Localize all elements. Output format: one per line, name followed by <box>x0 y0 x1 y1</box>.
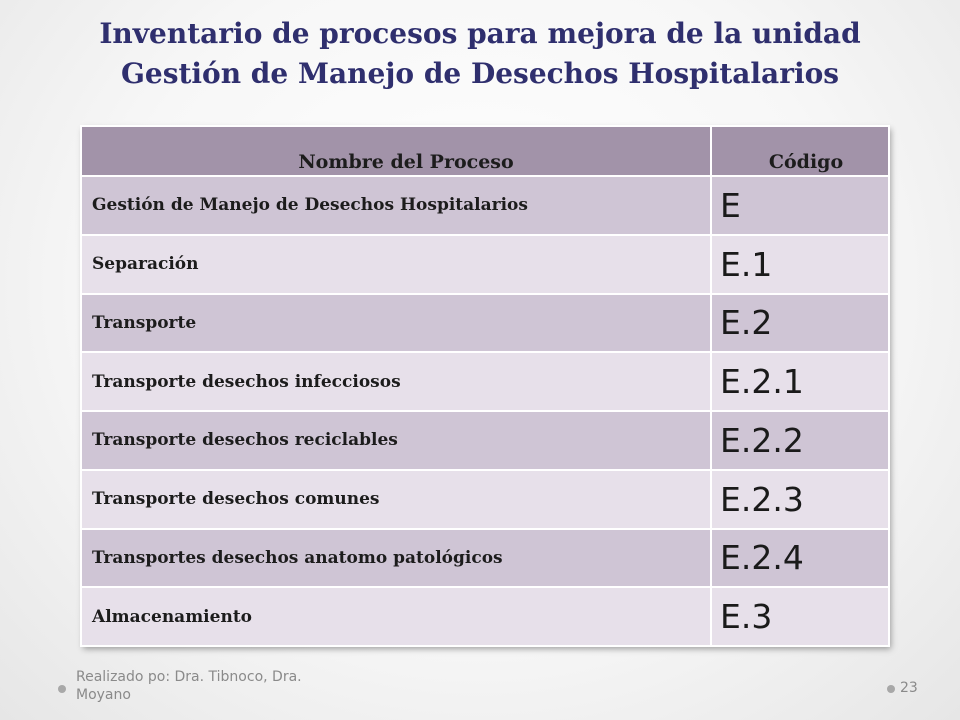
header-code: Código <box>711 126 889 176</box>
footer-left-bullet-icon <box>58 685 66 693</box>
process-table-container <box>80 125 888 645</box>
process-code-cell: E.2 <box>711 294 889 353</box>
process-name-cell: Transporte desechos infecciosos <box>81 352 711 411</box>
process-code-cell: E.2.1 <box>711 352 889 411</box>
process-name-cell: Transporte <box>81 294 711 353</box>
table-row <box>81 470 889 529</box>
process-code-cell: E.1 <box>711 235 889 294</box>
table-row <box>81 352 889 411</box>
process-code-cell: E.2.2 <box>711 411 889 470</box>
process-table <box>80 125 890 647</box>
process-name-cell: Transporte desechos reciclables <box>81 411 711 470</box>
process-code-cell: E <box>711 176 889 235</box>
table-row <box>81 529 889 588</box>
process-name-cell: Transporte desechos comunes <box>81 470 711 529</box>
table-row <box>81 176 889 235</box>
process-name-cell: Gestión de Manejo de Desechos Hospitalarios <box>81 176 711 235</box>
slide-title <box>0 14 960 94</box>
table-row <box>81 294 889 353</box>
process-name-cell: Almacenamiento <box>81 587 711 646</box>
table-header-row <box>81 126 889 176</box>
header-process-name: Nombre del Proceso <box>81 126 711 176</box>
process-code-cell: E.2.3 <box>711 470 889 529</box>
process-name-cell: Transportes desechos anatomo patológicos <box>81 529 711 588</box>
slide-title-line-1: Inventario de procesos para mejora de la unidad <box>99 17 861 50</box>
table-row <box>81 411 889 470</box>
process-name-cell: Separación <box>81 235 711 294</box>
table-row <box>81 587 889 646</box>
footer-right-bullet-icon <box>887 685 895 693</box>
page-number: 23 <box>900 680 918 696</box>
table-row <box>81 235 889 294</box>
footer-author: Realizado po: Dra. Tibnoco, Dra. Moyano <box>76 669 302 703</box>
slide-title-line-2: Gestión de Manejo de Desechos Hospitalarios <box>120 57 840 90</box>
process-code-cell: E.2.4 <box>711 529 889 588</box>
process-code-cell: E.3 <box>711 587 889 646</box>
